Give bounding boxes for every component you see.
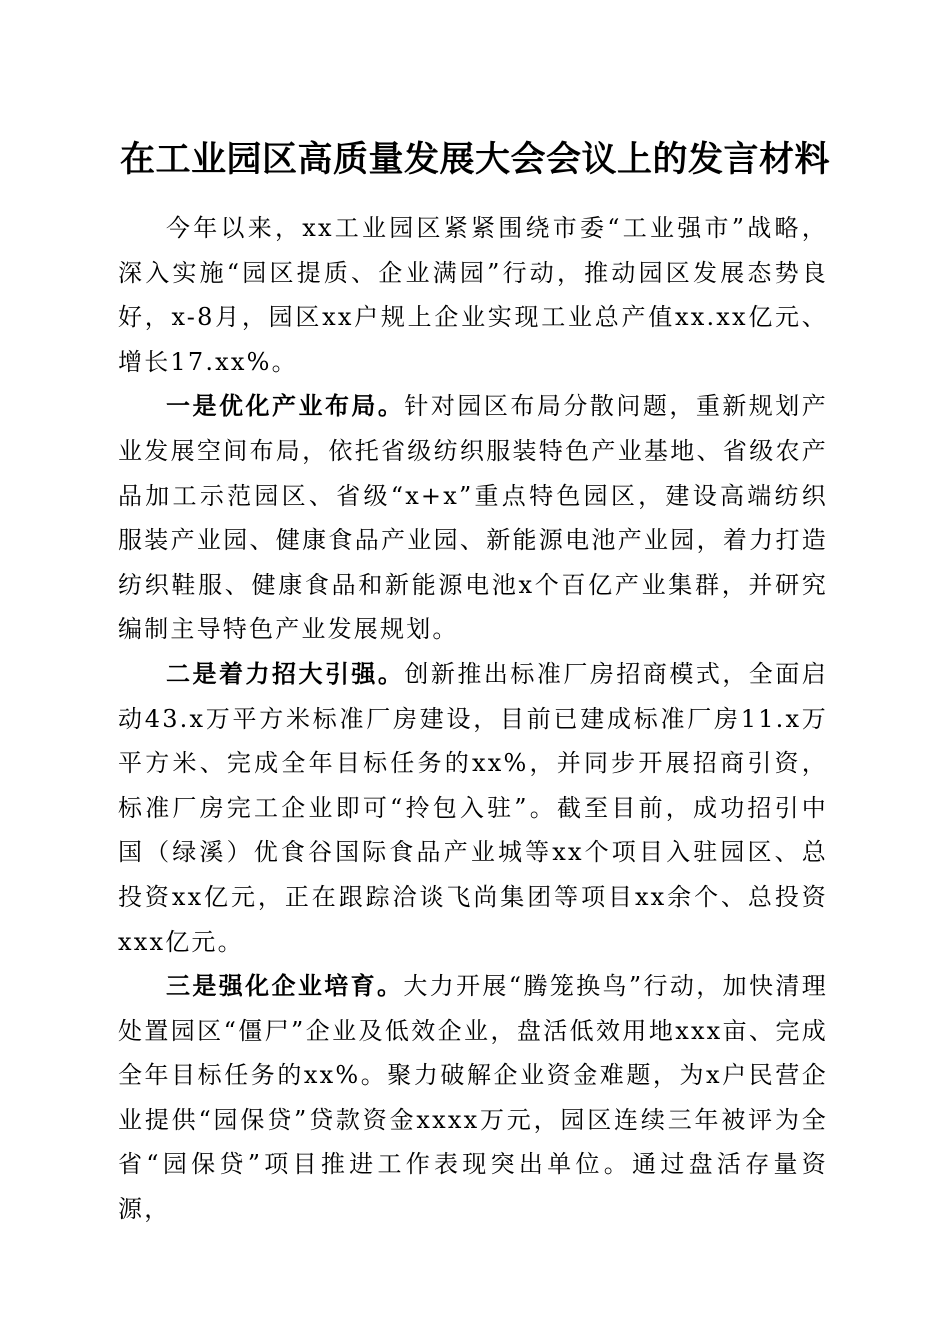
section-heading-1: 一是优化产业布局。 <box>166 391 405 421</box>
section-heading-2: 二是着力招大引强。 <box>166 658 405 688</box>
intro-paragraph: 今年以来，xx工业园区紧紧围绕市委“工业强市”战略，深入实施“园区提质、企业满园”行动，推动园区发展态势良好，x-8月，园区xx户规上企业实现工业总产值xx.xx亿元、增长17.xx%。 <box>118 214 828 376</box>
section-text-2: 创新推出标准厂房招商模式，全面启动43.x万平方米标准厂房建设，目前已建成标准厂房11.x万平方米、完成全年目标任务的xx%，并同步开展招商引资，标准厂房完工企业即可“拎包入驻”。截至目前，成功招引中国（绿溪）优食谷国际食品产业城等xx个项目入驻园区、总投资xx亿元，正在跟踪洽谈飞尚集团等项目xx余个、总投资xxx亿元。 <box>118 659 828 956</box>
document-title: 在工业园区高质量发展大会会议上的发言材料 <box>119 139 830 180</box>
section-text-3: 大力开展“腾笼换鸟”行动，加快清理处置园区“僵尸”企业及低效企业，盘活低效用地xxx亩、完成全年目标任务的xx%。聚力破解企业资金难题，为x户民营企业提供“园保贷”贷款资金xxxx万元，园区连续三年被评为全省“园保贷”项目推进工作表现突出单位。通过盘活存量资源， <box>118 972 828 1224</box>
section-heading-3: 三是强化企业培育。 <box>166 971 404 1001</box>
section-paragraph-2 <box>118 652 828 964</box>
section-text-1: 针对园区布局分散问题，重新规划产业发展空间布局，依托省级纺织服装特色产业基地、省级农产品加工示范园区、省级“x+x”重点特色园区，建设高端纺织服装产业园、健康食品产业园、新能源电池产业园，着力打造纺织鞋服、健康食品和新能源电池x个百亿产业集群，并研究编制主导特色产业发展规划。 <box>118 392 828 644</box>
document-body <box>118 206 828 1232</box>
section-paragraph-3 <box>118 964 828 1232</box>
section-paragraph-1 <box>118 384 828 652</box>
